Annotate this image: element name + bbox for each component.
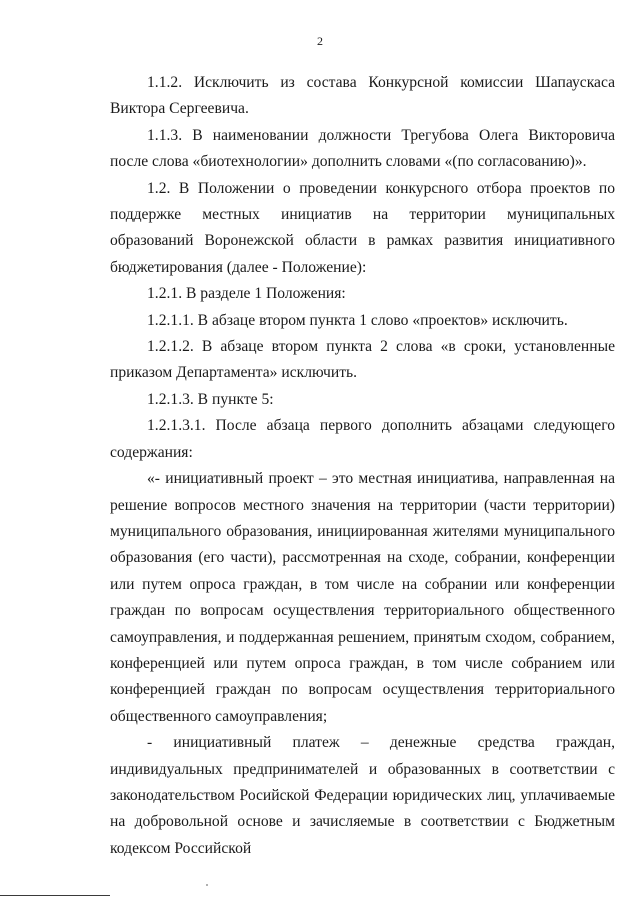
paragraph-1-2-1-1: 1.2.1.1. В абзаце втором пункта 1 слово «проектов» исключить. xyxy=(147,311,568,329)
paragraph-1-2-1-3-1: 1.2.1.3.1. После абзаца первого дополнить абзацами следующего содержания: xyxy=(110,417,615,461)
paragraph-1-1-3: 1.1.3. В наименовании должности Трегубова Олега Викторовича после слова «биотехнологии» дополнить словами «(по согласованию)». xyxy=(110,126,615,171)
paragraph-initiative-payment-definition: - инициативный платеж – денежные средства граждан, индивидуальных предпринимателей и образованных в соответствии с законодательством Росийской Федерации юридических лиц, уплачиваемые на добровольной основе и зачисляемые в соответствии с Бюджетным кодексом Российской xyxy=(110,734,615,857)
paragraph-1-2: 1.2. В Положении о проведении конкурсного отбора проектов по поддержке местных инициатив на территории муниципальных образований Воронежской области в рамках развития инициативного бюджетирования (далее - Положение): xyxy=(110,179,615,276)
page-number: 2 xyxy=(317,34,323,48)
paragraph-1-1-2: 1.1.2. Исключить из состава Конкурсной комиссии Шапаускаса Виктора Сергеевича. xyxy=(110,74,615,118)
document-body xyxy=(110,70,615,862)
scan-artifact-line xyxy=(0,895,110,896)
scan-artifact-dot xyxy=(206,884,208,886)
paragraph-1-2-1: 1.2.1. В разделе 1 Положения: xyxy=(147,285,346,303)
paragraph-1-2-1-3: 1.2.1.3. В пункте 5: xyxy=(147,390,274,408)
paragraph-initiative-project-definition: «- инициативный проект – это местная инициатива, направленная на решение вопросов местного значения на территории (части территории) муниципального образования, инициированная жителями муниципального образования (его части), рассмотренная на сходе, собрании, конференции или путем опроса граждан, в том числе на собрании или конференции граждан по вопросам осуществления территориального общественного самоуправления, и поддержанная решением, принятым сходом, собранием, конференцией или путем опроса граждан, в том числе собранием или конференцией граждан по вопросам осуществления территориального общественного самоуправления; xyxy=(110,470,615,725)
paragraph-1-2-1-2: 1.2.1.2. В абзаце втором пункта 2 слова «в сроки, установленные приказом Департамента» исключить. xyxy=(110,338,615,382)
